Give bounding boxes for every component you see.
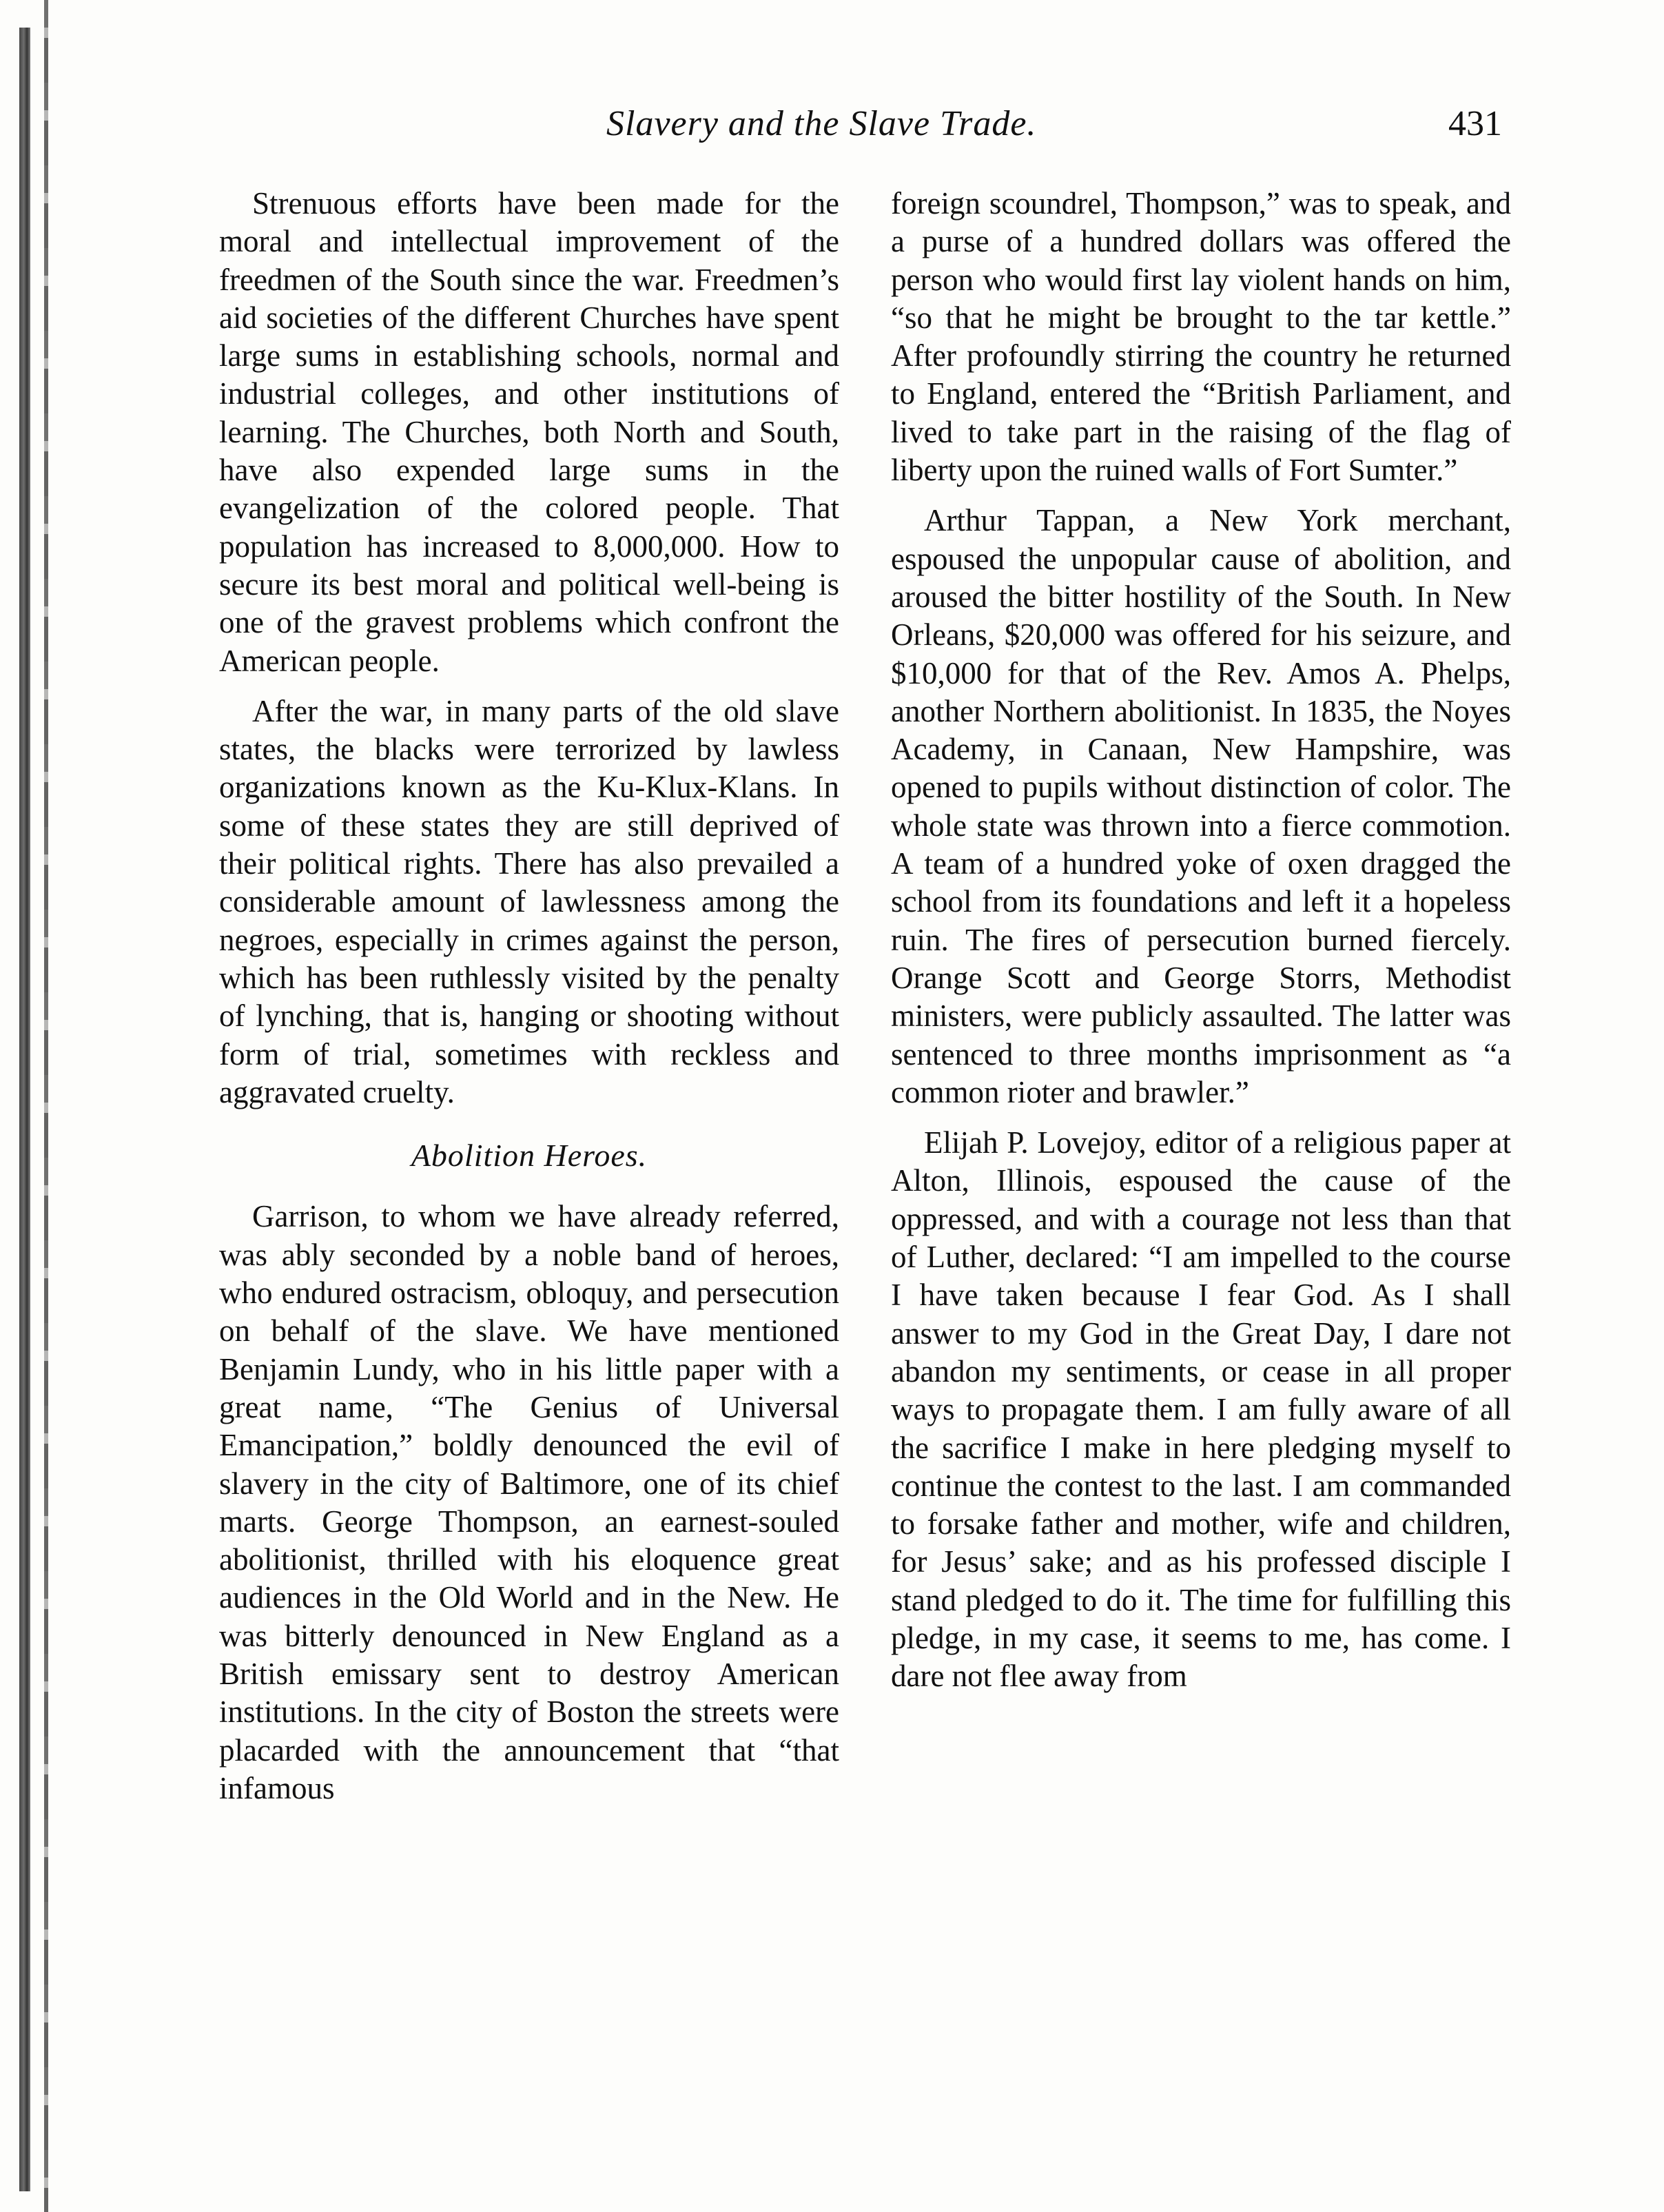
paragraph-ku-klux-klans: After the war, in many parts of the old slave states, the blacks were terrorized by lawless organizations known as the Ku-Klux-Klans. In some of these states they are still deprived of their political rights. There has also prevailed a considerable amount of lawlessness among the negroes, especially in crimes against the person, which has been ruthlessly visited by the penalty of lynching, that is, hanging or shooting without form of trial, sometimes with reckless and aggravated cruelty.: [219, 693, 839, 1109]
section-heading: Abolition Heroes.: [411, 1138, 648, 1174]
page-number: 431: [1448, 104, 1502, 143]
binding-shadow: [44, 0, 48, 2212]
paragraph-freedmen: Strenuous efforts have been made for the moral and intellectual improvement of the freedmen of the South since the war. Freedmen’s aid societies of the different Churches have spent large sums in establishing schools, normal and industrial colleges, and other institutions of learning. The Churches, both North and South, have also expended large sums in the evangelization of the colored people. That population has increased to 8,000,000. How to secure its best moral and political well-being is one of the gravest problems which confront the American people.: [219, 186, 839, 678]
paragraph-arthur-tappan: Arthur Tappan, a New York merchant, espoused the unpopular cause of abolition, and aroused the bitter hostility of the South. In New Orleans, $20,000 was offered for his seizure, and $10,000 for that of the Rev. Amos A. Phelps, another Northern abolitionist. In 1835, the Noyes Academy, in Canaan, New Hampshire, was opened to pupils without distinction of color. The whole state was thrown into a fierce commotion. A team of a hundred yoke of oxen dragged the school from its foundations and left it a hopeless ruin. The fires of persecution burned fiercely. Orange Scott and George Storrs, Methodist ministers, were publicly assaulted. The latter was sentenced to three months imprisonment as “a common rioter and brawler.”: [891, 503, 1511, 1109]
running-header: [606, 103, 1502, 152]
binding-edge: [19, 28, 30, 2191]
running-title: Slavery and the Slave Trade.: [606, 104, 1037, 143]
paragraph-elijah-lovejoy: Elijah P. Lovejoy, editor of a religious paper at Alton, Illinois, espoused the cause of the oppressed, and with a courage not less than that of Luther, declared: “I am impelled to the course I have taken because I fear God. As I shall answer to my God in the Great Day, I dare not abandon my sentiments, or cease in all proper ways to propagate them. I am fully aware of all the sacrifice I make in here pledging myself to continue the contest to the last. I am commanded to forsake father and mother, wife and children, for Jesus’ sake; and as his professed disciple I stand pledged to do it. The time for fulfilling this pledge, in my case, it seems to me, has come. I dare not flee away from: [891, 1125, 1511, 1694]
left-column: [219, 185, 839, 1820]
paragraph-thompson-continued: foreign scoundrel, Thompson,” was to speak, and a purse of a hundred dollars was offered the person who would first lay violent hands on him, “so that he might be brought to the tar kettle.” After profoundly stirring the country he returned to England, entered the “British Parliament, and lived to take part in the raising of the flag of liberty upon the ruined walls of Fort Sumter.”: [891, 186, 1511, 488]
paragraph-garrison: Garrison, to whom we have already referred, was ably seconded by a noble band of heroes, who endured ostracism, obloquy, and persecution on behalf of the slave. We have mentioned Benjamin Lundy, who in his little paper with a great name, “The Genius of Universal Emancipation,” boldly denounced the evil of slavery in the city of Baltimore, one of its chief marts. George Thompson, an earnest-souled abolitionist, thrilled with his eloquence great audiences in the Old World and in the New. He was bitterly denounced in New England as a British emissary sent to destroy American institutions. In the city of Boston the streets were placarded with the announcement that “that infamous: [219, 1199, 839, 1805]
right-column: [891, 185, 1511, 1708]
